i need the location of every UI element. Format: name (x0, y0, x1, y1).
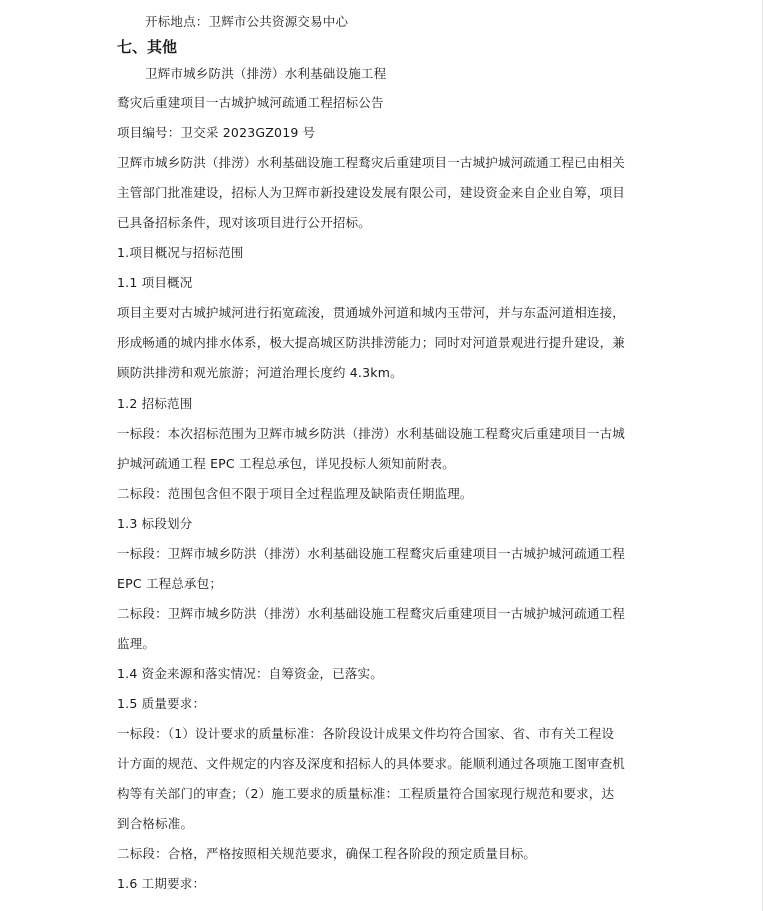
scope-lot2: 二标段：范围包含但不限于项目全过程监理及缺陷责任期监理。 (117, 486, 473, 501)
bid-opening-location: 开标地点：卫辉市公共资源交易中心 (145, 14, 349, 29)
quality-lot1-line-4: 到合格标准。 (117, 816, 194, 831)
lot2-division-line-2: 监理。 (117, 636, 156, 651)
section-1-3-heading: 1.3 标段划分 (117, 516, 193, 531)
overview-line-1: 项目主要对古城护城河进行拓宽疏浚，贯通城外河道和城内玉带河，并与东盃河道相连接， (117, 305, 626, 320)
section-heading-other: 七、其他 (117, 38, 178, 56)
overview-line-2: 形成畅通的城内排水体系，极大提高城区防洪排涝能力；同时对河道景观进行提升建设，兼 (117, 335, 626, 350)
section-1-6-heading: 1.6 工期要求： (117, 876, 206, 891)
section-1-heading: 1.项目概况与招标范围 (117, 245, 244, 260)
scope-lot1-line-1: 一标段：本次招标范围为卫辉市城乡防洪（排涝）水利基础设施工程鹜灾后重建项目一古城 (117, 426, 626, 441)
lot2-division-line-1: 二标段：卫辉市城乡防洪（排涝）水利基础设施工程鹜灾后重建项目一古城护城河疏通工程 (117, 606, 626, 621)
section-1-5-heading: 1.5 质量要求： (117, 696, 206, 711)
paragraph-intro-line-1: 卫辉市城乡防洪（排涝）水利基础设施工程鹜灾后重建项目一古城护城河疏通工程已由相关 (117, 155, 626, 170)
paragraph-intro-line-3: 已具备招标条件，现对该项目进行公开招标。 (117, 215, 372, 230)
paragraph-intro-line-2: 主管部门批准建设，招标人为卫辉市新投建设发展有限公司，建设资金来自企业自筹，项目 (117, 185, 626, 200)
lot1-division-line-2: EPC 工程总承包； (117, 576, 223, 591)
scope-lot1-line-2: 护城河疏通工程 EPC 工程总承包，详见投标人须知前附表。 (117, 456, 455, 471)
quality-lot1-line-3: 构等有关部门的审查；（2）施工要求的质量标准：工程质量符合国家现行规范和要求，达 (117, 786, 615, 801)
section-1-1-heading: 1.1 项目概况 (117, 275, 193, 290)
section-1-4-funding: 1.4 资金来源和落实情况：自筹资金，已落实。 (117, 666, 383, 681)
overview-line-3: 顾防洪排涝和观光旅游；河道治理长度约 4.3km。 (117, 365, 403, 380)
project-number: 项目编号：卫交采 2023GZ019 号 (117, 125, 316, 140)
quality-lot2: 二标段：合格，严格按照相关规范要求，确保工程各阶段的预定质量目标。 (117, 846, 537, 861)
section-1-2-heading: 1.2 招标范围 (117, 396, 193, 411)
announcement-title-line-2: 鹜灾后重建项目一古城护城河疏通工程招标公告 (117, 95, 384, 110)
quality-lot1-line-1: 一标段：（1）设计要求的质量标准：各阶段设计成果文件均符合国家、省、市有关工程设 (117, 726, 615, 741)
announcement-title-line-1: 卫辉市城乡防洪（排涝）水利基础设施工程 (145, 66, 387, 81)
quality-lot1-line-2: 计方面的规范、文件规定的内容及深度和招标人的具体要求。能顺利通过各项施工图审查机 (117, 756, 626, 771)
lot1-division-line-1: 一标段：卫辉市城乡防洪（排涝）水利基础设施工程鹜灾后重建项目一古城护城河疏通工程 (117, 546, 626, 561)
